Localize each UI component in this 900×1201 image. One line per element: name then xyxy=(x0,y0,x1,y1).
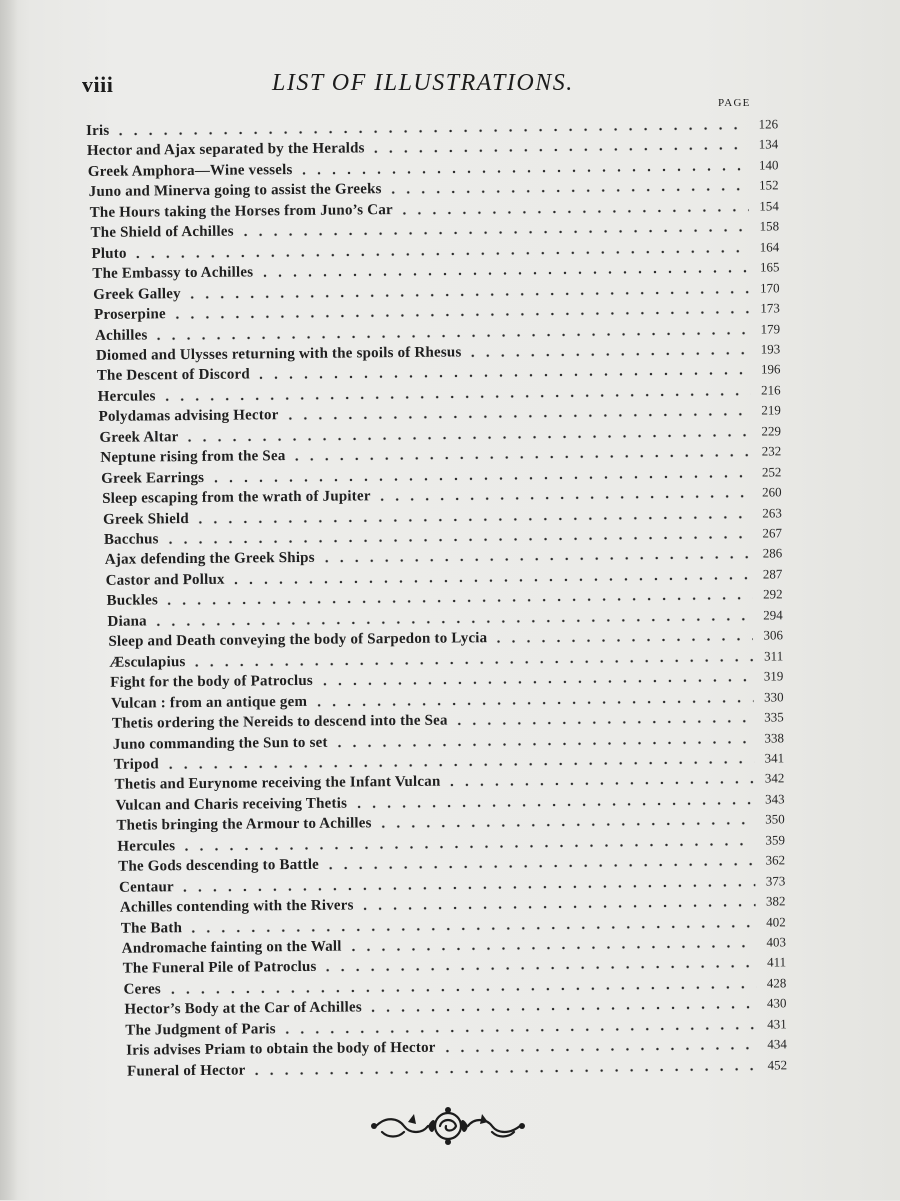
illustration-title: Buckles xyxy=(106,592,159,610)
illustration-page: 164 xyxy=(759,239,780,255)
dot-leader xyxy=(311,699,753,706)
illustration-page: 232 xyxy=(761,443,782,459)
illustration-page: 373 xyxy=(765,872,786,889)
illustration-title: Hercules xyxy=(117,837,176,855)
illustration-page: 452 xyxy=(767,1057,788,1073)
dot-leader xyxy=(366,1006,757,1013)
dot-leader xyxy=(319,556,752,563)
dot-leader xyxy=(229,577,753,585)
illustration-page: 306 xyxy=(763,627,784,643)
illustration-title: Polydamas advising Hector xyxy=(98,407,279,426)
dot-leader xyxy=(170,311,750,320)
dot-leader xyxy=(283,413,751,420)
dot-leader xyxy=(491,638,753,644)
illustration-title: Thetis and Eurynome receiving the Infant Vulcan xyxy=(114,774,441,794)
page-column-label: PAGE xyxy=(718,97,751,109)
illustration-title: Castor and Pollux xyxy=(105,571,225,589)
dot-leader xyxy=(257,270,749,278)
illustration-page: 126 xyxy=(758,116,779,132)
illustration-title: The Funeral Pile of Patroclus xyxy=(122,959,317,978)
dot-leader xyxy=(440,1047,757,1053)
dot-leader xyxy=(185,290,750,298)
illustration-title: The Descent of Discord xyxy=(96,366,251,385)
illustration-title: The Embassy to Achilles xyxy=(92,264,254,283)
dot-leader xyxy=(178,883,756,892)
illustration-page: 311 xyxy=(764,648,784,664)
illustration-page: 402 xyxy=(766,913,786,930)
illustration-title: Ceres xyxy=(123,981,162,998)
dot-leader xyxy=(250,1067,758,1075)
illustration-page: 158 xyxy=(759,218,780,234)
dot-leader xyxy=(397,208,749,214)
illustration-title: Vulcan and Charis receiving Thetis xyxy=(115,795,348,814)
illustration-title: Achilles contending with the Rivers xyxy=(119,897,354,916)
illustration-title: Juno and Minerva going to assist the Greeks xyxy=(88,181,382,201)
illustration-title: Greek Amphora—Wine vessels xyxy=(87,161,293,180)
illustration-page: 330 xyxy=(763,688,784,705)
illustration-title: The Judgment of Paris xyxy=(125,1021,276,1039)
illustration-title: Juno commanding the Sun to set xyxy=(112,734,328,753)
illustration-title: Diomed and Ulysses returning with the spoils of Rhesus xyxy=(95,344,462,364)
illustration-page: 428 xyxy=(766,975,787,991)
illustration-page: 411 xyxy=(766,954,787,970)
illustration-page: 216 xyxy=(761,382,781,398)
illustration-page: 430 xyxy=(766,995,787,1011)
illustration-title: Hector’s Body at the Car of Achilles xyxy=(124,999,362,1019)
illustration-title: Sleep and Death conveying the body of Sarpedon to Lycia xyxy=(108,630,488,651)
dot-leader xyxy=(280,1026,757,1034)
illustration-title: Greek Galley xyxy=(93,285,181,303)
illustration-title: Bacchus xyxy=(103,531,159,548)
dot-leader xyxy=(351,801,754,808)
illustration-page: 165 xyxy=(759,259,780,275)
illustration-page: 134 xyxy=(758,136,779,152)
illustration-page: 343 xyxy=(764,791,785,807)
dot-leader xyxy=(238,229,749,237)
illustration-page: 196 xyxy=(760,361,781,377)
illustration-page: 434 xyxy=(767,1036,787,1052)
illustration-page: 287 xyxy=(762,566,783,582)
illustration-page: 286 xyxy=(762,545,783,561)
dot-leader xyxy=(290,454,752,461)
dot-leader xyxy=(332,740,754,747)
dot-leader xyxy=(358,904,756,911)
illustration-title: Greek Altar xyxy=(99,428,179,446)
illustration-title: Hector and Ajax separated by the Heralds xyxy=(86,140,365,160)
illustration-title: The Gods descending to Battle xyxy=(118,856,320,875)
illustration-page: 152 xyxy=(759,177,779,193)
illustration-page: 229 xyxy=(761,423,782,439)
dot-leader xyxy=(375,495,752,502)
illustration-title: Funeral of Hector xyxy=(127,1062,246,1080)
illustration-title: Proserpine xyxy=(94,306,166,323)
illustration-title: Greek Earrings xyxy=(101,469,205,487)
dot-leader xyxy=(193,515,752,523)
running-head: LIST OF ILLUSTRATIONS. xyxy=(272,70,574,96)
illustration-title: The Hours taking the Horses from Juno’s Car xyxy=(89,201,393,221)
dot-leader xyxy=(386,188,749,194)
illustration-title: Achilles xyxy=(94,326,148,344)
illustration-page: 319 xyxy=(763,668,784,684)
illustration-page: 219 xyxy=(761,402,781,418)
illustration-title: Thetis bringing the Armour to Achilles xyxy=(116,815,372,835)
dot-leader xyxy=(376,822,755,829)
dot-leader xyxy=(317,679,753,686)
dot-leader xyxy=(321,965,757,972)
illustration-title: Fight for the body of Patroclus xyxy=(110,672,313,691)
illustration-page: 179 xyxy=(760,320,781,337)
dot-leader xyxy=(254,372,751,380)
illustration-page: 267 xyxy=(762,525,783,541)
illustration-page: 431 xyxy=(767,1016,787,1032)
dot-leader xyxy=(186,924,756,932)
illustration-title: Tripod xyxy=(113,756,159,773)
illustration-page: 260 xyxy=(762,484,782,500)
illustration-title: Ajax defending the Greek Ships xyxy=(104,550,315,569)
page-number: viii xyxy=(82,72,114,97)
illustration-title: Thetis ordering the Nereids to descend into the Sea xyxy=(111,712,448,732)
dot-leader xyxy=(369,147,749,154)
dot-leader xyxy=(452,720,754,726)
dot-leader xyxy=(465,352,750,358)
illustration-title: The Bath xyxy=(120,919,183,937)
illustration-title: Hercules xyxy=(97,388,156,405)
illustration-page: 362 xyxy=(765,852,786,868)
illustration-page: 252 xyxy=(761,463,782,480)
floral-ornament-icon xyxy=(368,1104,528,1150)
dot-leader xyxy=(179,842,755,851)
illustration-page: 335 xyxy=(764,709,784,725)
illustration-page: 292 xyxy=(763,586,783,602)
illustration-page: 403 xyxy=(766,934,786,950)
illustration-title: Greek Shield xyxy=(102,510,190,528)
illustration-page: 173 xyxy=(760,300,780,316)
illustration-title: Andromache fainting on the Wall xyxy=(121,938,342,957)
illustration-page: 342 xyxy=(764,770,785,786)
illustration-page: 338 xyxy=(764,729,785,746)
dot-leader xyxy=(182,433,751,441)
dot-leader xyxy=(297,168,749,175)
illustration-title: Pluto xyxy=(91,245,127,262)
dot-leader xyxy=(208,474,751,482)
illustration-title: Vulcan : from an antique gem xyxy=(110,693,308,712)
illustration-title: The Shield of Achilles xyxy=(90,223,234,242)
illustration-title: Centaur xyxy=(119,878,174,896)
illustration-title: Sleep escaping from the wrath of Jupiter xyxy=(102,488,371,507)
dot-leader xyxy=(323,863,755,870)
illustration-title: Neptune rising from the Sea xyxy=(100,448,286,467)
illustration-page: 294 xyxy=(763,607,783,623)
illustration-page: 359 xyxy=(765,832,785,848)
illustration-page: 382 xyxy=(765,893,786,909)
illustration-page: 170 xyxy=(760,279,780,296)
illustration-page: 140 xyxy=(758,157,779,173)
illustration-title: Diana xyxy=(107,613,147,630)
illustration-page: 154 xyxy=(759,198,779,214)
illustration-page: 263 xyxy=(762,504,782,521)
dot-leader xyxy=(444,781,754,787)
dot-leader xyxy=(190,658,754,666)
illustration-page: 350 xyxy=(765,811,785,827)
illustration-page: 341 xyxy=(764,750,785,766)
illustration-title: Iris advises Priam to obtain the body of Hector xyxy=(126,1039,436,1059)
illustration-page: 193 xyxy=(760,341,781,357)
illustration-title: Æsculapius xyxy=(109,653,186,671)
illustration-title: Iris xyxy=(86,122,110,139)
dot-leader xyxy=(346,945,756,952)
